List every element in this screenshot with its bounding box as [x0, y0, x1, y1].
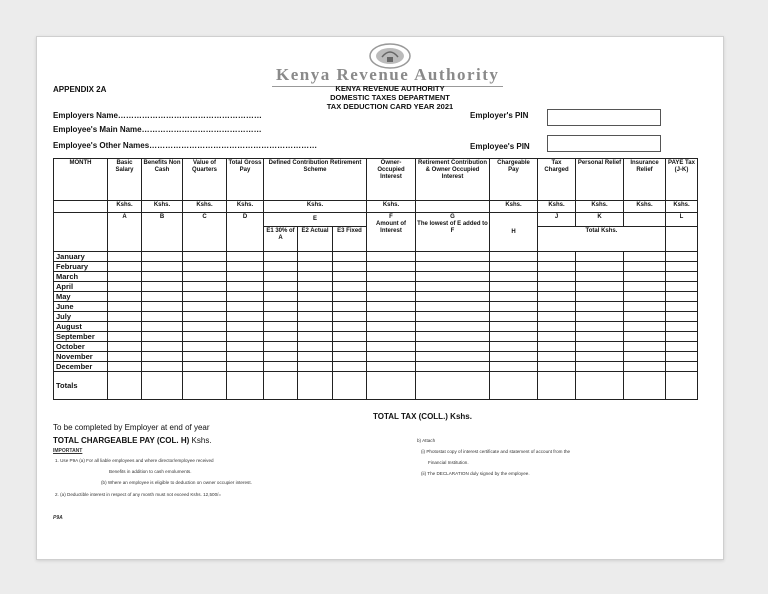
col-chargeable-pay: Chargeable Pay — [490, 159, 538, 201]
form-code: P9A — [53, 515, 63, 521]
kshs-label: Kshs. — [264, 201, 367, 213]
col-tax-charged: Tax Charged — [538, 159, 576, 201]
table-row — [54, 322, 698, 332]
month-label: January — [54, 252, 108, 262]
attach-heading: b) Attach — [417, 438, 436, 443]
month-label: December — [54, 362, 108, 372]
kshs-label: Kshs. — [367, 201, 416, 213]
authority-name: Kenya Revenue Authority — [272, 65, 503, 87]
table-row — [54, 272, 698, 282]
letter-f: F — [389, 214, 393, 220]
employer-pin-input[interactable] — [547, 109, 661, 126]
total-chargeable-pay — [53, 436, 212, 445]
kshs-label: Kshs. — [666, 201, 698, 213]
employer-pin-label: Employer's PIN — [470, 111, 529, 120]
lowest-of-e-note: The lowest of E added to F — [417, 221, 488, 234]
letter-a: A — [108, 213, 142, 252]
note-1a-cont: Benefits in addition to cash emoluments. — [109, 469, 192, 474]
month-label: July — [54, 312, 108, 322]
employee-other-names-field[interactable]: Employee's Other Names……………………………………………………… — [53, 141, 318, 150]
employee-pin-input[interactable] — [547, 135, 661, 152]
letter-g-cell — [416, 213, 490, 252]
to-be-completed-note: To be completed by Employer at end of year — [53, 423, 210, 432]
totals-row — [54, 372, 698, 400]
table-row — [54, 362, 698, 372]
kshs-label: Kshs. — [183, 201, 227, 213]
letter-f-cell — [367, 213, 416, 252]
table-row — [54, 302, 698, 312]
note-1b: (b) Where an employee is eligible to deduction on owner occupier interest. — [101, 480, 252, 485]
note-2: 2. (a) Deductible interest in respect of any month must not exceed Kshs. 12,500/= — [55, 492, 222, 497]
total-chargeable-unit: Kshs. — [191, 436, 212, 445]
e1-header: E1 30% of A — [264, 227, 298, 252]
kshs-label: Kshs. — [538, 201, 576, 213]
total-chargeable-label: TOTAL CHARGEABLE PAY (COL. H) — [53, 436, 190, 445]
col-insurance-relief: Insurance Relief — [624, 159, 666, 201]
tax-deduction-table — [53, 158, 698, 400]
employee-main-name-field[interactable]: Employee's Main Name……………………………………… — [53, 125, 262, 134]
col-personal-relief: Personal Relief — [576, 159, 624, 201]
month-label: March — [54, 272, 108, 282]
col-month: MONTH — [54, 159, 108, 201]
month-label: June — [54, 302, 108, 312]
attach-item-1-cont: Financial Institution. — [428, 460, 469, 465]
letter-k: K — [576, 213, 624, 227]
header-line-3: TAX DEDUCTION CARD YEAR 2021 — [326, 102, 454, 111]
col-quarters: Value of Quarters — [183, 159, 227, 201]
letter-c: C — [183, 213, 227, 252]
note-1a: 1. Use P9A (a) For all liable employees and where director/employee received — [55, 458, 214, 463]
month-label: September — [54, 332, 108, 342]
table-row — [54, 292, 698, 302]
tax-deduction-card-sheet — [36, 36, 724, 560]
amount-of-interest: Amount of Interest — [376, 221, 406, 234]
important-heading: IMPORTANT — [53, 448, 83, 454]
table-row — [54, 252, 698, 262]
month-label: April — [54, 282, 108, 292]
total-tax-label: TOTAL TAX (COLL.) Kshs. — [373, 412, 472, 421]
attach-item-1: (i) Photostat copy of interest certificate and statement of account from the — [421, 449, 571, 454]
attach-item-2: (ii) The DECLARATION duly signed by the employee. — [421, 471, 530, 476]
letter-d: D — [227, 213, 264, 252]
kshs-label: Kshs. — [108, 201, 142, 213]
e2-header: E2 Actual — [298, 227, 333, 252]
e3-header: E3 Fixed — [333, 227, 367, 252]
letter-b: B — [142, 213, 183, 252]
employee-pin-label: Employee's PIN — [470, 142, 530, 151]
table-row — [54, 342, 698, 352]
letter-h: H — [490, 213, 538, 252]
month-label: May — [54, 292, 108, 302]
appendix-label: APPENDIX 2A — [53, 85, 107, 94]
kshs-label: Kshs. — [576, 201, 624, 213]
col-benefits: Benefits Non Cash — [142, 159, 183, 201]
letter-j: J — [538, 213, 576, 227]
table-row — [54, 332, 698, 342]
month-label: October — [54, 342, 108, 352]
col-retirement-contribution: Retirement Contribution & Owner Occupied Interest — [416, 159, 490, 201]
kshs-row — [54, 201, 698, 213]
kshs-label: Kshs. — [624, 201, 666, 213]
total-kshs-header: Total Kshs. — [538, 227, 666, 252]
header-row — [54, 159, 698, 201]
col-paye-tax: PAYE Tax (J-K) — [666, 159, 698, 201]
col-gross-pay: Total Gross Pay — [227, 159, 264, 201]
col-owner-interest: Owner-Occupied Interest — [367, 159, 416, 201]
letter-e: E — [264, 213, 367, 227]
employers-name-field[interactable]: Employers Name……………………………………………… — [53, 111, 262, 120]
totals-label: Totals — [54, 372, 108, 400]
table-row — [54, 312, 698, 322]
kshs-label: Kshs. — [142, 201, 183, 213]
header-line-2: DOMESTIC TAXES DEPARTMENT — [330, 93, 450, 102]
col-basic-salary: Basic Salary — [108, 159, 142, 201]
col-defined-contribution: Defined Contribution Retirement Scheme — [264, 159, 367, 201]
kshs-label: Kshs. — [490, 201, 538, 213]
letter-l: L — [666, 213, 698, 227]
month-label: August — [54, 322, 108, 332]
kshs-label: Kshs. — [227, 201, 264, 213]
letters-row — [54, 213, 698, 227]
table-row — [54, 352, 698, 362]
month-label: November — [54, 352, 108, 362]
header-line-1: KENYA REVENUE AUTHORITY — [335, 84, 445, 93]
month-label: February — [54, 262, 108, 272]
table-row — [54, 262, 698, 272]
table-row — [54, 282, 698, 292]
letter-g: G — [450, 214, 455, 220]
